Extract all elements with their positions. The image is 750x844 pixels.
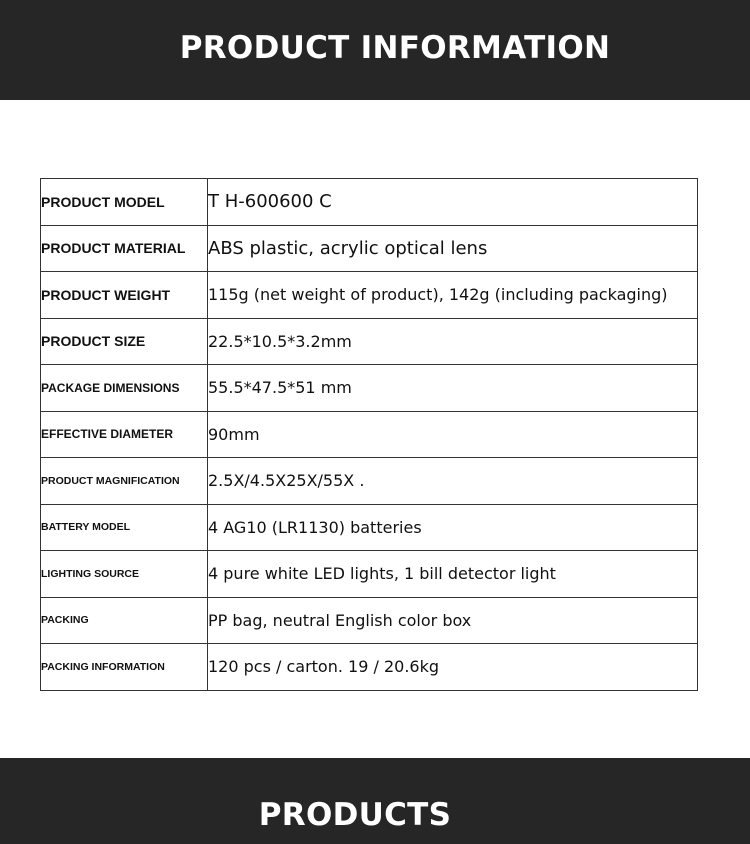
table-row bbox=[41, 318, 698, 365]
section-title: PRODUCTS bbox=[258, 797, 452, 833]
spec-value: 4 AG10 (LR1130) batteries bbox=[208, 504, 698, 551]
footer-banner bbox=[0, 758, 750, 844]
spec-value: 90mm bbox=[208, 411, 698, 458]
spec-value: 115g (net weight of product), 142g (including packaging) bbox=[208, 272, 698, 319]
spec-value: PP bag, neutral English color box bbox=[208, 597, 698, 644]
table-row bbox=[41, 411, 698, 458]
spec-label: PACKAGE DIMENSIONS bbox=[41, 365, 208, 412]
table-row bbox=[41, 504, 698, 551]
spec-label: BATTERY MODEL bbox=[41, 504, 208, 551]
table-row bbox=[41, 179, 698, 226]
spec-label: PRODUCT WEIGHT bbox=[41, 272, 208, 319]
table-row bbox=[41, 458, 698, 505]
spec-label: PRODUCT MAGNIFICATION bbox=[41, 458, 208, 505]
spec-label: PRODUCT MATERIAL bbox=[41, 225, 208, 272]
table-row bbox=[41, 597, 698, 644]
spec-value: T H-600600 C bbox=[208, 179, 698, 226]
spec-label: EFFECTIVE DIAMETER bbox=[41, 411, 208, 458]
table-row bbox=[41, 225, 698, 272]
spec-table bbox=[40, 178, 698, 691]
spec-value: 4 pure white LED lights, 1 bill detector light bbox=[208, 551, 698, 598]
spec-value: 22.5*10.5*3.2mm bbox=[208, 318, 698, 365]
table-row bbox=[41, 272, 698, 319]
table-row bbox=[41, 644, 698, 691]
spec-label: LIGHTING SOURCE bbox=[41, 551, 208, 598]
page-title: PRODUCT INFORMATION bbox=[179, 30, 611, 66]
header-banner bbox=[0, 0, 750, 100]
spec-value: 55.5*47.5*51 mm bbox=[208, 365, 698, 412]
spec-label: PRODUCT SIZE bbox=[41, 318, 208, 365]
table-row bbox=[41, 365, 698, 412]
spec-value: 120 pcs / carton. 19 / 20.6kg bbox=[208, 644, 698, 691]
table-row bbox=[41, 551, 698, 598]
spec-label: PACKING INFORMATION bbox=[41, 644, 208, 691]
spec-value: 2.5X/4.5X25X/55X . bbox=[208, 458, 698, 505]
spec-label: PRODUCT MODEL bbox=[41, 179, 208, 226]
spec-value: ABS plastic, acrylic optical lens bbox=[208, 225, 698, 272]
spec-label: PACKING bbox=[41, 597, 208, 644]
